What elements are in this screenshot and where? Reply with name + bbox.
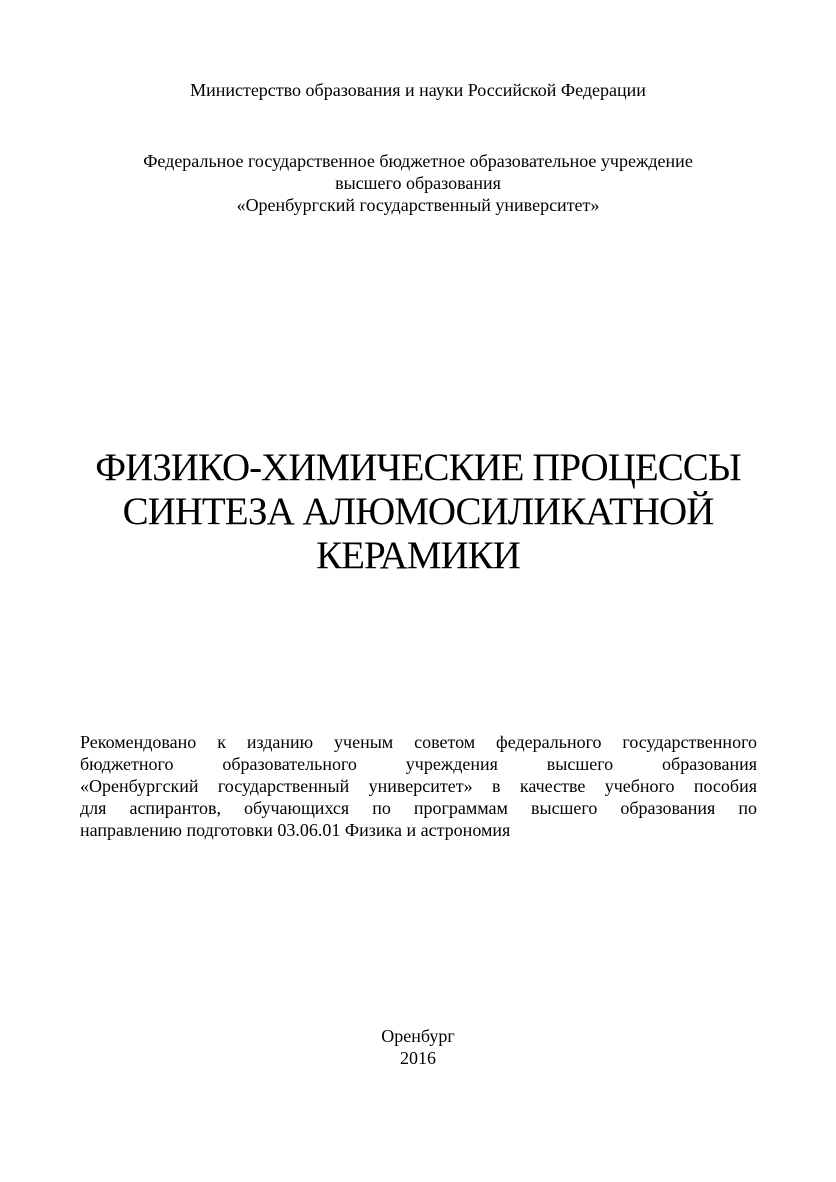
- title-line: ФИЗИКО-ХИМИЧЕСКИЕ ПРОЦЕССЫ: [95, 446, 741, 489]
- recommendation-line: Рекомендовано к изданию ученым советом федерального государственного: [80, 732, 757, 752]
- document-title: [0, 446, 836, 578]
- publication-year: 2016: [400, 1048, 436, 1068]
- publication-footer: [0, 1025, 836, 1069]
- institution-line: «Оренбургский государственный университет»: [236, 195, 600, 215]
- recommendation-line: направлению подготовки 03.06.01 Физика и астрономия: [80, 820, 511, 840]
- recommendation-line: бюджетного образовательного учреждения высшего образования: [80, 754, 757, 774]
- recommendation-line: для аспирантов, обучающихся по программам высшего образования по: [80, 798, 757, 818]
- institution-line: высшего образования: [335, 173, 501, 193]
- institution-line: Федеральное государственное бюджетное образовательное учреждение: [143, 151, 693, 171]
- ministry-text: Министерство образования и науки Российской Федерации: [190, 80, 646, 100]
- title-line: КЕРАМИКИ: [316, 534, 520, 577]
- publication-city: Оренбург: [381, 1026, 455, 1046]
- recommendation-line: «Оренбургский государственный университет» в качестве учебного пособия: [80, 776, 757, 796]
- recommendation-paragraph: [80, 731, 757, 841]
- title-line: СИНТЕЗА АЛЮМОСИЛИКАТНОЙ: [122, 490, 714, 533]
- institution-heading: [0, 150, 836, 216]
- ministry-heading: [0, 79, 836, 101]
